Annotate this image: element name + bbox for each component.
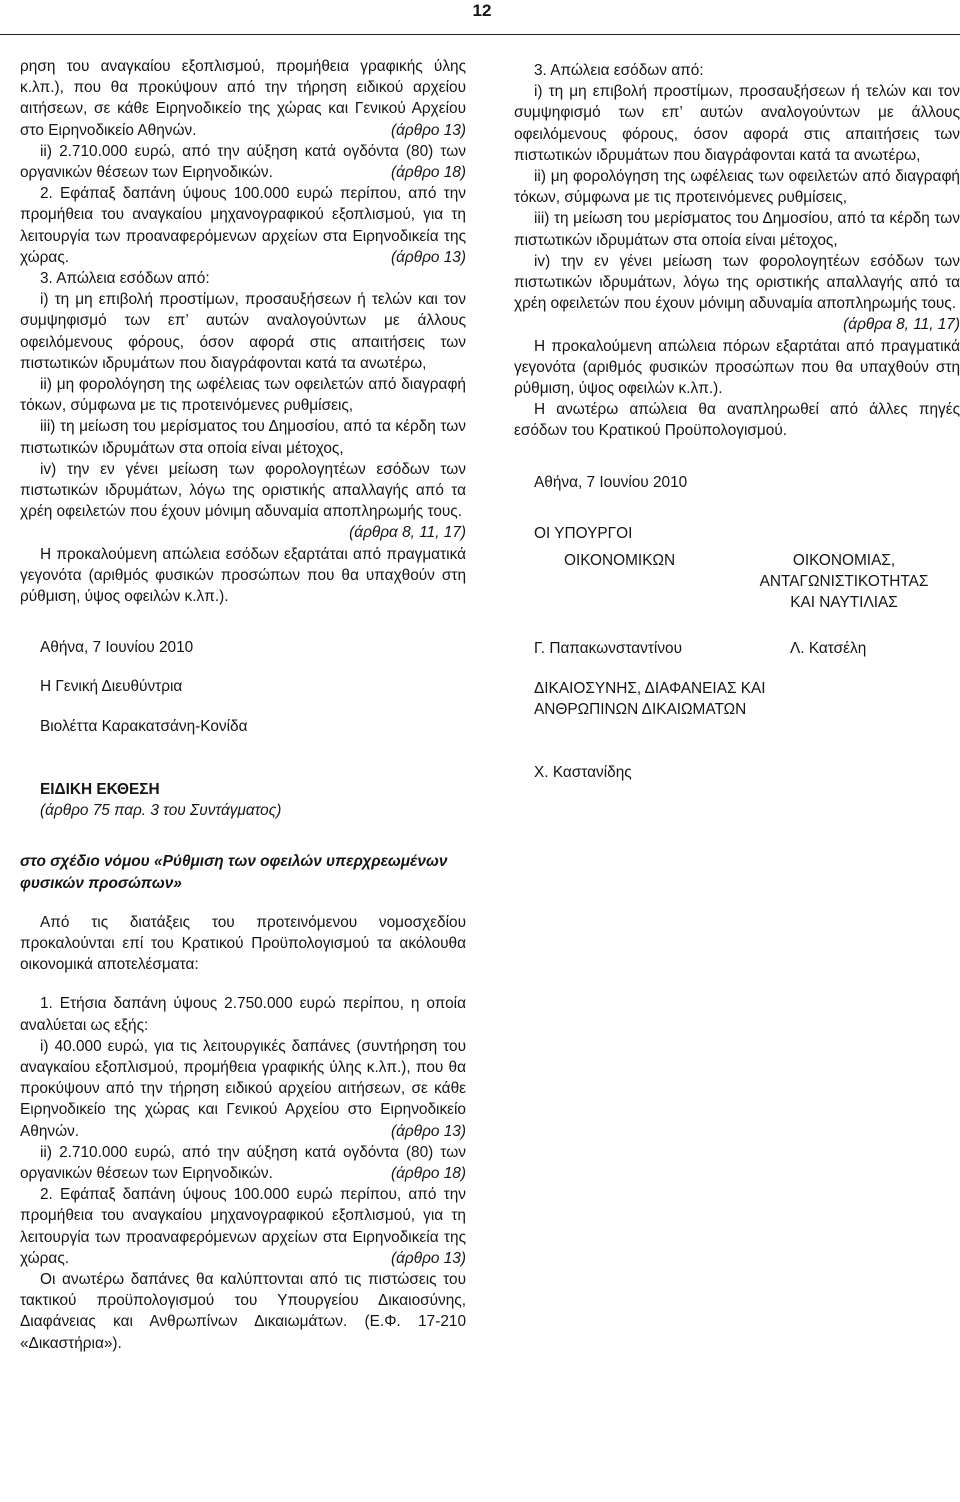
ministry-right-line: ΑΝΤΑΓΩΝΙΣΤΙΚΟΤΗΤΑΣ <box>759 573 929 591</box>
paragraph-text: Οι ανωτέρω δαπάνες θα καλύπτονται από τις πιστώσεις του τακτικού προϋπολογισμού του Υπουργείου Δικαιοσύνης, Διαφάνειας και Ανθρωπίνων Δικαιωμάτων. (Ε.Φ. 17-210 «Δικαστήρια»). <box>20 1270 466 1352</box>
left-signature-role: Η Γενική Διευθύντρια <box>40 678 183 696</box>
paragraph <box>20 1269 466 1354</box>
paragraph <box>20 459 466 544</box>
paragraph-text: i) 40.000 ευρώ, για τις λειτουργικές δαπάνες (συντήρηση του αναγκαίου εξοπλισμού, προμήθεια γραφικής ύλης κ.λπ.), που θα προκύψουν από την τήρηση ειδικού αρχείου αιτήσεων, σε κάθε Ειρηνοδικείο της χώρας και Γενικού Αρχείου στο Ειρηνοδικείο Αθηνών. <box>20 1037 466 1140</box>
paragraph <box>20 993 466 1035</box>
paragraph <box>514 208 960 250</box>
paragraph <box>20 56 466 141</box>
header-rule <box>0 34 960 35</box>
paragraph <box>20 544 466 608</box>
paragraph-text: iii) τη μείωση του μερίσματος του Δημοσίου, από τα κέρδη των πιστωτικών ιδρυμάτων στα οποία είναι μέτοχος, <box>20 418 466 457</box>
paragraph <box>20 416 466 458</box>
article-reference: (άρθρα 8, 11, 17) <box>349 524 466 542</box>
left-signature-name: Βιολέττα Καρακατσάνη-Κονίδα <box>40 717 248 735</box>
article-reference: (άρθρο 13) <box>391 121 466 139</box>
paragraph-text: 3. Απώλεια εσόδων από: <box>534 62 704 79</box>
ministers-block <box>514 550 960 620</box>
bill-title: στο σχέδιο νόμου «Ρύθμιση των οφειλών υπερχρεωμένων φυσικών προσώπων» <box>20 853 448 892</box>
paragraph-text: ρηση του αναγκαίου εξοπλισμού, προμήθεια γραφικής ύλης κ.λπ.), που θα προκύψουν από την τήρηση ειδικού αρχείου αιτήσεων, σε κάθε Ειρηνοδικείο της χώρας και Γενικού Αρχείου στο Ειρηνοδικείο Αθηνών. <box>20 58 466 139</box>
ministry-right-line: ΟΙΚΟΝΟΜΙΑΣ, <box>792 552 896 570</box>
left-signature-date: Αθήνα, 7 Ιουνίου 2010 <box>40 639 194 657</box>
ministry-right <box>744 550 944 614</box>
ministry-left: ΟΙΚΟΝΟΜΙΚΩΝ <box>564 552 676 570</box>
ministry-right-line: ΚΑΙ ΝΑΥΤΙΛΙΑΣ <box>790 594 898 612</box>
paragraph <box>20 183 466 268</box>
ministry-bottom-line: ΑΝΘΡΩΠΙΝΩΝ ΔΙΚΑΙΩΜΑΤΩΝ <box>534 701 747 719</box>
paragraph-text: i) τη μη επιβολή προστίμων, προσαυξήσεων ή τελών και τον συμψηφισμό των επ’ αυτών αναλογούντων με άλλους οφειλόμενους φόρους, όσον αφορά στις απαιτήσεις των πιστωτικών ιδρυμάτων που διαγράφονται κατά τα ανωτέρω, <box>20 291 466 372</box>
ministry-bottom-line: ΔΙΚΑΙΟΣΥΝΗΣ, ΔΙΑΦΑΝΕΙΑΣ ΚΑΙ <box>534 680 766 698</box>
left-intro <box>20 56 466 607</box>
minister-name-right: Λ. Κατσέλη <box>790 640 867 658</box>
paragraph-text: i) τη μη επιβολή προστίμων, προσαυξήσεων ή τελών και τον συμψηφισμό των επ’ αυτών αναλογούντων με άλλους οφειλόμενους φόρους, όσον αφορά στις απαιτήσεις των πιστωτικών ιδρυμάτων που διαγράφονται κατά τα ανωτέρω, <box>514 83 960 164</box>
paragraph-text: Η προκαλούμενη απώλεια πόρων εξαρτάται από πραγματικά γεγονότα (αριθμός φυσικών προσώπων που θα υπαχθούν στη ρύθμιση, ύψος οφειλών κ.λπ.). <box>514 337 960 398</box>
paragraph-text: iii) τη μείωση του μερίσματος του Δημοσίου, από τα κέρδη των πιστωτικών ιδρυμάτων στα οποία είναι μέτοχος, <box>514 210 960 249</box>
paragraph-text: ii) 2.710.000 ευρώ, από την αύξηση κατά ογδόντα (80) των οργανικών θέσεων των Ειρηνοδικών. <box>20 142 466 182</box>
paragraph-text: Η ανωτέρω απώλεια θα αναπληρωθεί από άλλες πηγές εσόδων του Κρατικού Προϋπολογισμού. <box>514 401 960 440</box>
right-body <box>514 60 960 442</box>
paragraph <box>20 1184 466 1269</box>
ministers-label: ΟΙ ΥΠΟΥΡΓΟΙ <box>534 524 633 542</box>
paragraph <box>20 1036 466 1142</box>
report-heading: ΕΙΔΙΚΗ ΕΚΘΕΣΗ <box>40 780 160 798</box>
left-column <box>20 56 466 1354</box>
paragraph <box>514 81 960 166</box>
paragraph <box>514 399 960 441</box>
paragraph-text: iv) την εν γένει μείωση των φορολογητέων εσόδων των πιστωτικών ιδρυμάτων, λόγω της οριστικής απαλλαγής από τα χρέη οφειλετών που έχουν μόνιμη αδυναμία αποπληρωμής τους. <box>20 460 466 521</box>
article-reference: (άρθρο 13) <box>391 1249 466 1267</box>
report-subheading: (άρθρο 75 παρ. 3 του Συντάγματος) <box>40 802 282 820</box>
paragraph <box>514 336 960 400</box>
right-column <box>514 60 960 784</box>
paragraph-text: ii) μη φορολόγηση της ωφέλειας των οφειλετών από διαγραφή τόκων, σύμφωνα με τις προτεινόμενες ρυθμίσεις, <box>20 376 466 415</box>
page-number-text: 12 <box>472 1 492 20</box>
paragraph <box>20 289 466 374</box>
paragraph-text: Η προκαλούμενη απώλεια εσόδων εξαρτάται από πραγματικά γεγονότα (αριθμός φυσικών προσώπων που θα υπαχθούν στη ρύθμιση, ύψος οφειλών κ.λπ.). <box>20 545 466 606</box>
page-number <box>0 0 960 22</box>
article-reference: (άρθρα 8, 11, 17) <box>843 316 960 334</box>
paragraph-text: 2. Εφάπαξ δαπάνη ύψους 100.000 ευρώ περίπου, από την προμήθεια του αναγκαίου μηχανογραφικού εξοπλισμού, για τη λειτουργία των προαναφερόμενων αρχείων στα Ειρηνοδικεία της χώρας. <box>20 185 466 266</box>
article-reference: (άρθρο 13) <box>391 1122 466 1140</box>
paragraph-text: iv) την εν γένει μείωση των φορολογητέων εσόδων των πιστωτικών ιδρυμάτων, λόγω της οριστικής απαλλαγής από τα χρέη οφειλετών που έχουν μόνιμη αδυναμία αποπληρωμής τους. <box>514 252 960 313</box>
paragraph-text: Από τις διατάξεις του προτεινόμενου νομοσχεδίου προκαλούνται επί του Κρατικού Προϋπολογισμού τα ακόλουθα οικονομικά αποτελέσματα: <box>20 913 466 974</box>
paragraph-text: ii) 2.710.000 ευρώ, από την αύξηση κατά ογδόντα (80) των οργανικών θέσεων των Ειρηνοδικών. <box>20 1143 466 1182</box>
paragraph-text: 1. Ετήσια δαπάνη ύψους 2.750.000 ευρώ περίπου, η οποία αναλύεται ως εξής: <box>20 995 466 1034</box>
paragraph <box>20 268 466 289</box>
paragraph <box>514 166 960 208</box>
paragraph-text: ii) μη φορολόγηση της ωφέλειας των οφειλετών από διαγραφή τόκων, σύμφωνα με τις προτεινόμενες ρυθμίσεις, <box>514 168 960 207</box>
minister-name-bottom: Χ. Καστανίδης <box>534 764 632 782</box>
paragraph <box>20 912 466 976</box>
paragraph <box>514 60 960 81</box>
paragraph-text: 3. Απώλεια εσόδων από: <box>40 270 210 288</box>
paragraph <box>20 374 466 416</box>
article-reference: (άρθρο 18) <box>391 1164 466 1182</box>
minister-name-left: Γ. Παπακωνσταντίνου <box>534 640 682 658</box>
article-reference: (άρθρο 13) <box>391 248 466 266</box>
article-reference: (άρθρο 18) <box>391 164 466 182</box>
paragraph <box>514 251 960 336</box>
report-body <box>20 912 466 1354</box>
paragraph <box>20 141 466 183</box>
minister-names <box>514 638 960 660</box>
paragraph <box>20 1142 466 1184</box>
paragraph-text: 2. Εφάπαξ δαπάνη ύψους 100.000 ευρώ περίπου, από την προμήθεια του αναγκαίου μηχανογραφικού εξοπλισμού, για τη λειτουργία των προαναφερόμενων αρχείων στα Ειρηνοδικεία της χώρας. <box>20 1186 466 1267</box>
right-signature-date: Αθήνα, 7 Ιουνίου 2010 <box>534 473 688 491</box>
